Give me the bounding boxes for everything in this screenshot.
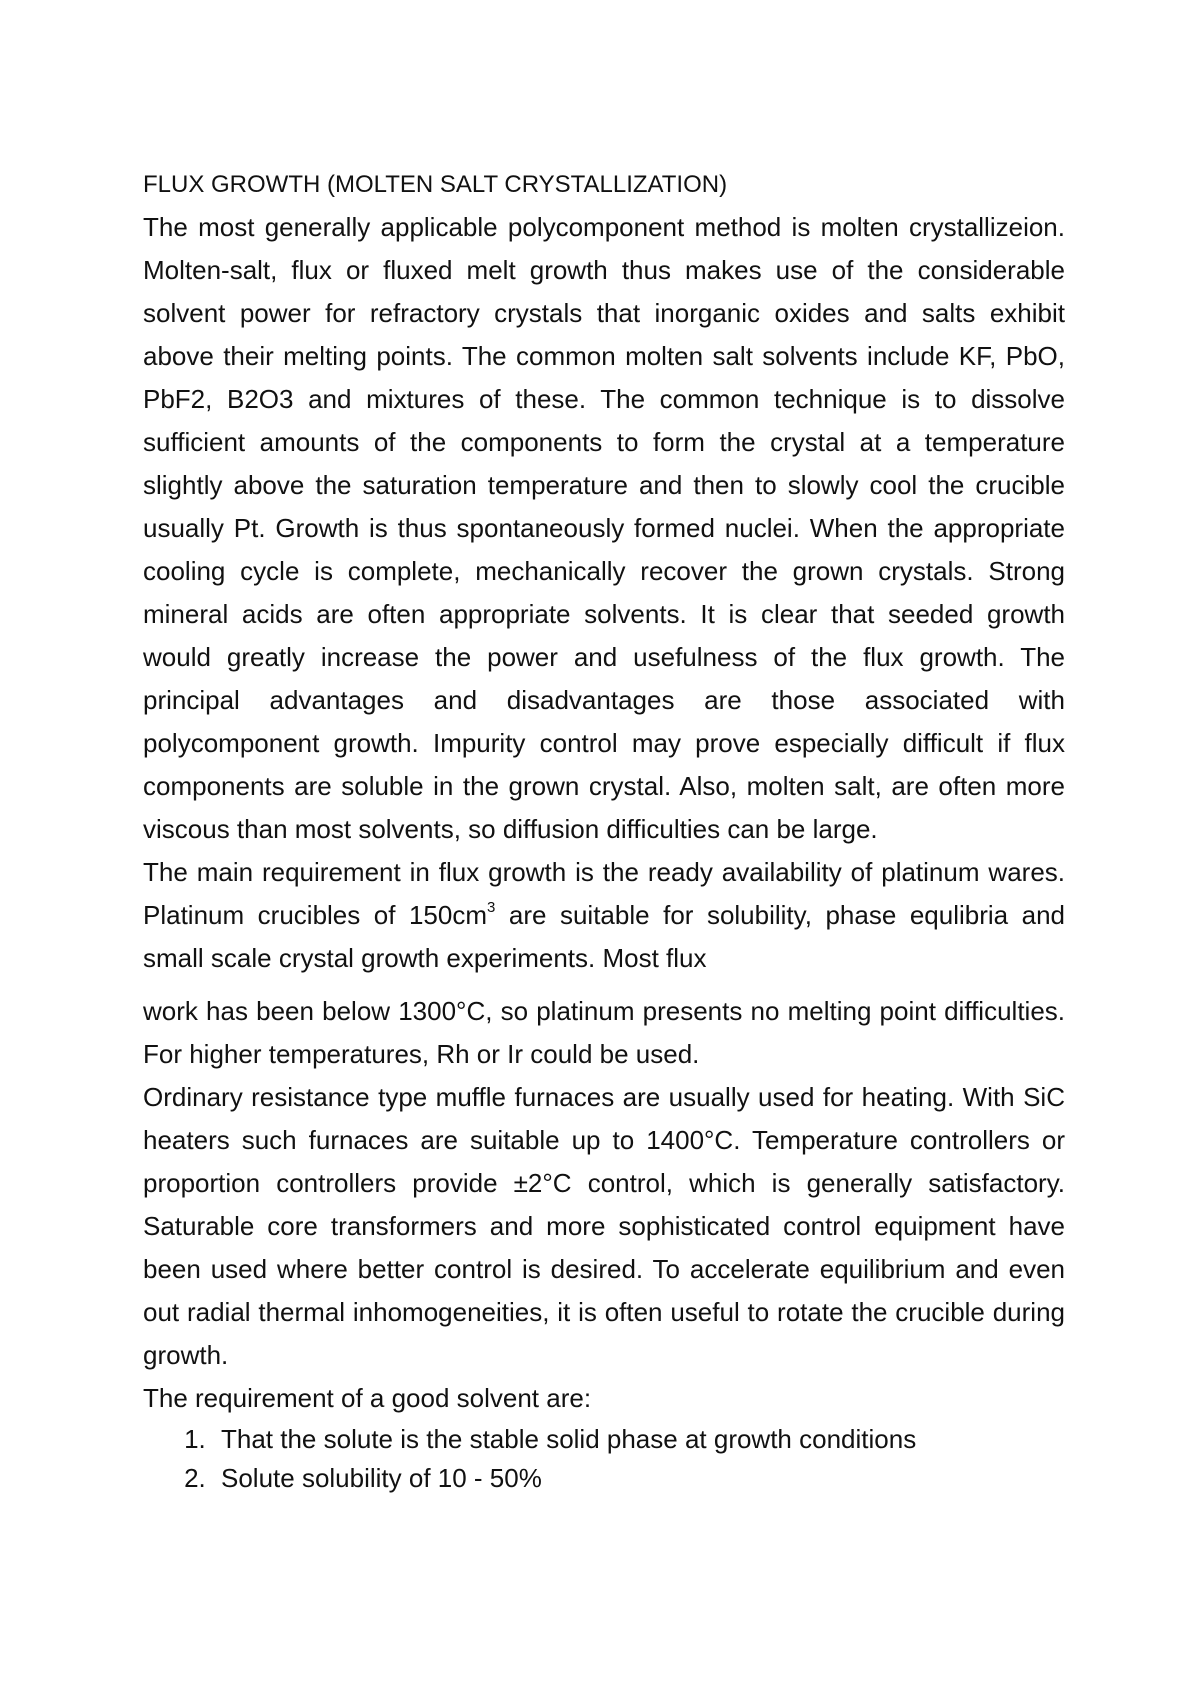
list-item: 2. Solute solubility of 10 - 50% <box>213 1459 1065 1498</box>
paragraph-intro: The most generally applicable polycomponent method is molten crystallizeion. Molten-salt, flux or fluxed melt growth thus makes use of the considerable solvent power for refractory crystals that inorganic oxides and salts exhibit above their melting points. The common molten salt solvents include KF, PbO, PbF2, B2O3 and mixtures of these. The common technique is to dissolve sufficient amounts of the components to form the crystal at a temperature slightly above the saturation temperature and then to slowly cool the crucible usually Pt. Growth is thus spontaneously formed nuclei. When the appropriate cooling cycle is complete, mechanically recover the grown crystals. Strong mineral acids are often appropriate solvents. It is clear that seeded growth would greatly increase the power and usefulness of the flux growth. The principal advantages and disadvantages are those associated with polycomponent growth. Impurity control may prove especially difficult if flux components are soluble in the grown crystal. Also, molten salt, are often more viscous than most solvents, so diffusion difficulties can be large. <box>143 212 1065 844</box>
paragraph-furnaces: Ordinary resistance type muffle furnaces are usually used for heating. With SiC heaters such furnaces are suitable up to 1400°C. Temperature controllers or proportion controllers provide ±2°C control, which is generally satisfactory. Saturable core transformers and more sophisticated control equipment have been used where better control is desired. To accelerate equilibrium and even out radial thermal inhomogeneities, it is often useful to rotate the crucible during growth. <box>143 1082 1065 1370</box>
document-body <box>143 163 1065 1498</box>
list-item: 1. That the solute is the stable solid phase at growth conditions <box>213 1420 1065 1459</box>
paragraph-platinum-text-b: are suitable for solubility, phase equlibria and small scale crystal growth experiments. Most flux <box>143 900 1065 973</box>
page-title: FLUX GROWTH (MOLTEN SALT CRYSTALLIZATION) <box>143 171 728 198</box>
paragraph-platinum-text-a: The main requirement in flux growth is the ready availability of platinum wares. Platinum crucibles of 150cm <box>143 857 1065 930</box>
requirements-intro: The requirement of a good solvent are: <box>143 1383 592 1413</box>
page-break-gap <box>143 980 1065 990</box>
superscript-cubic: 3 <box>487 899 496 917</box>
paragraph-temperature: work has been below 1300°C, so platinum presents no melting point difficulties. For higher temperatures, Rh or Ir could be used. <box>143 996 1065 1069</box>
paragraph-platinum <box>143 851 1065 980</box>
requirements-list <box>143 1420 1065 1498</box>
